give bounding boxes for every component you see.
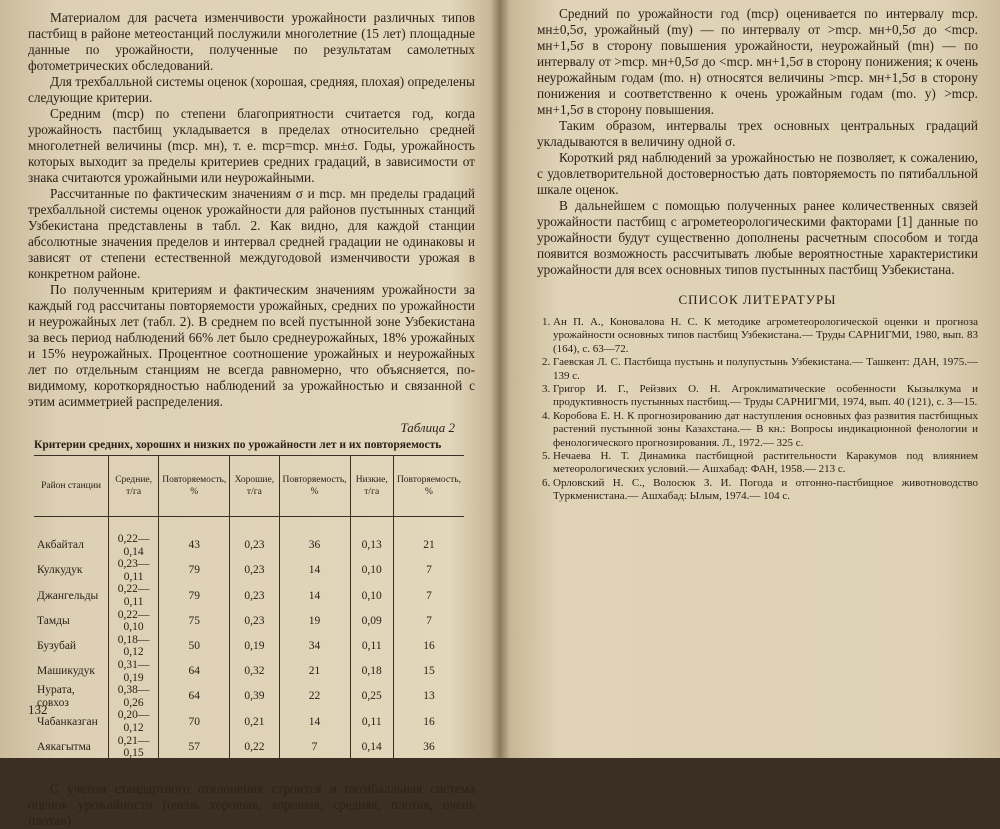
table-cell: 7 — [393, 583, 464, 608]
table-cell: 0,23 — [230, 558, 279, 583]
table-cell: 0,22—0,11 — [109, 583, 159, 608]
table-cell: 0,20—0,12 — [109, 709, 159, 734]
table-cell: 14 — [279, 583, 350, 608]
table-cell: 15 — [393, 659, 464, 684]
column-header: Средние, т/га — [109, 456, 159, 517]
table-cell: 0,22—0,10 — [109, 609, 159, 634]
right-page — [503, 0, 1000, 758]
table-cell: 36 — [393, 735, 464, 767]
table-cell: 0,22 — [230, 735, 279, 767]
paragraph: Материалом для расчета изменчивости урожайности различных типов пастбищ в районе метеостанций послужили многолетние (15 лет) площадные данные по урожайности, полученные по результатам самолетных фотометрических обследований. — [28, 10, 475, 73]
table-cell: 0,19 — [230, 634, 279, 659]
table-cell: Тамды — [37, 614, 70, 627]
reference-item: 1. Ан П. А., Коновалова Н. С. К методике агрометеорологической оценки и прогноза урожайности основных типов пастбищ Узбекистана.— Труды САРНИГМИ, 1980, вып. 83 (164), с. 63—72. — [553, 316, 978, 356]
column-header: Район станции — [34, 456, 109, 517]
table-cell: 0,23—0,11 — [109, 558, 159, 583]
table-cell: Чабанказган — [37, 715, 98, 728]
table-cell: Машикудук — [37, 665, 95, 678]
table-cell: 0,32 — [230, 659, 279, 684]
paragraph: Таким образом, интервалы трех основных центральных градаций укладываются в величину одной σ. — [537, 118, 978, 149]
references-heading: СПИСОК ЛИТЕРАТУРЫ — [678, 292, 837, 307]
table-cell: Нурата, совхоз — [37, 684, 75, 709]
table-cell: 64 — [159, 684, 230, 709]
page-number: 132 — [28, 702, 48, 717]
table-cell: 21 — [393, 517, 464, 559]
paragraph: Короткий ряд наблюдений за урожайностью не позволяет, к сожалению, с удовлетворительной достоверностью дать повторяемость по пятибалльной шкале оценок. — [537, 150, 978, 197]
table-row — [34, 684, 464, 709]
paragraph: Рассчитанные по фактическим значениям σ и mср. мн пределы градаций трехбалльной системы оценок урожайности для районов пустынных станций Узбекистана представлены в табл. 2. Как видно, для каждой станции абсолютные значения пределов и интервал средней градации не одинаковы и зависят от степени естественной междугодовой изменчивости урожая в конкретном районе. — [28, 186, 475, 281]
table-row — [34, 709, 464, 734]
table-cell: 36 — [279, 517, 350, 559]
table-cell: 0,23 — [230, 609, 279, 634]
paragraph: С учетом стандартного отклонения строится и пятибалльная система оценок урожайности (очень хорошая, хорошая, средняя, плохая, очень плохая). — [28, 780, 475, 828]
table-cell: Акбайтал — [37, 539, 84, 552]
table-cell: 0,31—0,19 — [109, 659, 159, 684]
column-header: Повторяемость, % — [393, 456, 464, 517]
table-cell: 0,18—0,12 — [109, 634, 159, 659]
table-cell: 34 — [279, 634, 350, 659]
table-cell: 0,39 — [230, 684, 279, 709]
table-cell: 79 — [159, 558, 230, 583]
table-row — [34, 558, 464, 583]
paragraph: В дальнейшем с помощью полученных ранее количественных связей урожайности пастбищ с агрометеорологическими факторами [1] данные по урожайности будут существенно дополнены расчетным способом и тогда появится возможность рассчитывать любые вероятностные характеристики урожайности для всех основных типов пустынных пастбищ Узбекистана. — [537, 198, 978, 277]
table-header-row — [34, 456, 464, 517]
table-cell: 79 — [159, 583, 230, 608]
reference-item: 3. Григор И. Г., Рейзвих О. Н. Агроклиматические особенности Кызылкума и продуктивность пустынных пастбищ.— Труды САРНИГМИ, 1974, вып. 40 (121), с. 3—15. — [553, 383, 978, 410]
table-cell: 16 — [393, 709, 464, 734]
table-cell: 43 — [159, 517, 230, 559]
column-header: Повторяемость, % — [279, 456, 350, 517]
table-cell: 0,10 — [350, 558, 393, 583]
table-cell: 0,21—0,15 — [109, 735, 159, 767]
paragraph: Для трехбалльной системы оценок (хорошая, средняя, плохая) определены следующие критерии. — [28, 74, 475, 105]
table-cell: 0,38—0,26 — [109, 684, 159, 709]
table-cell: 0,23 — [230, 583, 279, 608]
table-row — [34, 583, 464, 608]
table-cell: 0,13 — [350, 517, 393, 559]
table-cell: 64 — [159, 659, 230, 684]
table-cell: 0,25 — [350, 684, 393, 709]
table-cell: 14 — [279, 709, 350, 734]
table-cell: 14 — [279, 558, 350, 583]
table-cell: 75 — [159, 609, 230, 634]
table-row — [34, 609, 464, 634]
table-cell: 13 — [393, 684, 464, 709]
table-cell: 16 — [393, 634, 464, 659]
table-cell: 0,09 — [350, 609, 393, 634]
reference-item: 4. Коробова Е. Н. К прогнозированию дат наступления основных фаз развития пастбищных растений пустынной зоны Казахстана.— В кн.: Вопросы индикационной фенологии и фенологического прогнозирования. Л., 1972.— 325 с. — [553, 410, 978, 450]
references-list — [537, 316, 978, 504]
table-cell: 7 — [279, 735, 350, 767]
table-cell: 21 — [279, 659, 350, 684]
table-cell: Джангельды — [37, 589, 99, 602]
column-header: Низкие, т/га — [350, 456, 393, 517]
table-cell: 0,18 — [350, 659, 393, 684]
paragraph: Средним (mср) по степени благоприятности считается год, когда урожайность пастбищ укладывается в пределах относительно средней многолетней величины (mср. мн), т. е. mср=mср. мн±σ. Годы, урожайность которых выходит за пределы критериев средних градаций, в зависимости от знака считаются урожайными или неурожайными. — [28, 106, 475, 185]
table-cell: 0,21 — [230, 709, 279, 734]
table-cell: 0,22—0,14 — [109, 517, 159, 559]
table-cell: Кулкудук — [37, 564, 83, 577]
table-cell: 0,14 — [350, 735, 393, 767]
table-row — [34, 735, 464, 767]
table-title: Критерии средних, хороших и низких по урожайности лет и их повторяемость — [34, 439, 442, 451]
table-cell: 22 — [279, 684, 350, 709]
table-row — [34, 634, 464, 659]
table-caption: Таблица 2 — [400, 420, 455, 435]
table-row — [34, 517, 464, 559]
table-cell: 57 — [159, 735, 230, 767]
table-cell: 7 — [393, 558, 464, 583]
table-cell: 50 — [159, 634, 230, 659]
column-header: Повторяемость, % — [159, 456, 230, 517]
table-cell: 7 — [393, 609, 464, 634]
left-page — [0, 0, 497, 828]
criteria-table — [34, 455, 464, 767]
table-cell: 0,11 — [350, 634, 393, 659]
column-header: Хорошие, т/га — [230, 456, 279, 517]
reference-item: 5. Нечаева Н. Т. Динамика пастбищной растительности Каракумов под влиянием метеорологических условий.— Ашхабад: ФАН, 1958.— 213 с. — [553, 450, 978, 477]
table-cell: 0,11 — [350, 709, 393, 734]
table-cell: 0,23 — [230, 517, 279, 559]
table-cell: Бузубай — [37, 640, 77, 653]
reference-item: 6. Орловский Н. С., Волосюк З. И. Погода и отгонно-пастбищное животноводство Туркменистана.— Ашхабад: Ылым, 1974.— 104 с. — [553, 477, 978, 504]
paragraph: Средний по урожайности год (mср) оценивается по интервалу mср. мн±0,5σ, урожайный (mу) — по интервалу от >mср. мн+0,5σ до <mср. мн+1,5σ в сторону повышения урожайности, неурожайный (mн) — по интервалу от >mср. мн+0,5σ до <mср. мн+1,5σ в сторону понижения; к очень неурожайным годам (mо. н) относятся величины >mср. мн+1,5σ в сторону понижения и соответственно к очень урожайным годам (mо. у) >mср. мн+1,5σ в сторону повышения. — [537, 6, 978, 117]
table-cell: Аякагытма — [34, 735, 109, 767]
table-cell: 70 — [159, 709, 230, 734]
table-cell: 0,10 — [350, 583, 393, 608]
table-cell: 19 — [279, 609, 350, 634]
paragraph: По полученным критериям и фактическим значениям урожайности за каждый год рассчитаны повторяемости урожайных, средних по урожайности и неурожайных лет (табл. 2). В среднем по всей пустынной зоне Узбекистана за весь период наблюдений 66% лет было среднеурожайных, 18% урожайных и 15% неурожайных. Процентное соотношение урожайных и неурожайных лет по отдельным станциям не всегда равномерно, что объясняется, по-видимому, короткорядностью наблюдений за урожайностью и связанной с этим асимметрией распределения. — [28, 282, 475, 409]
table-row — [34, 659, 464, 684]
reference-item: 2. Гаевская Л. С. Пастбища пустынь и полупустынь Узбекистана.— Ташкент: ДАН, 1975.— 139 с. — [553, 356, 978, 383]
